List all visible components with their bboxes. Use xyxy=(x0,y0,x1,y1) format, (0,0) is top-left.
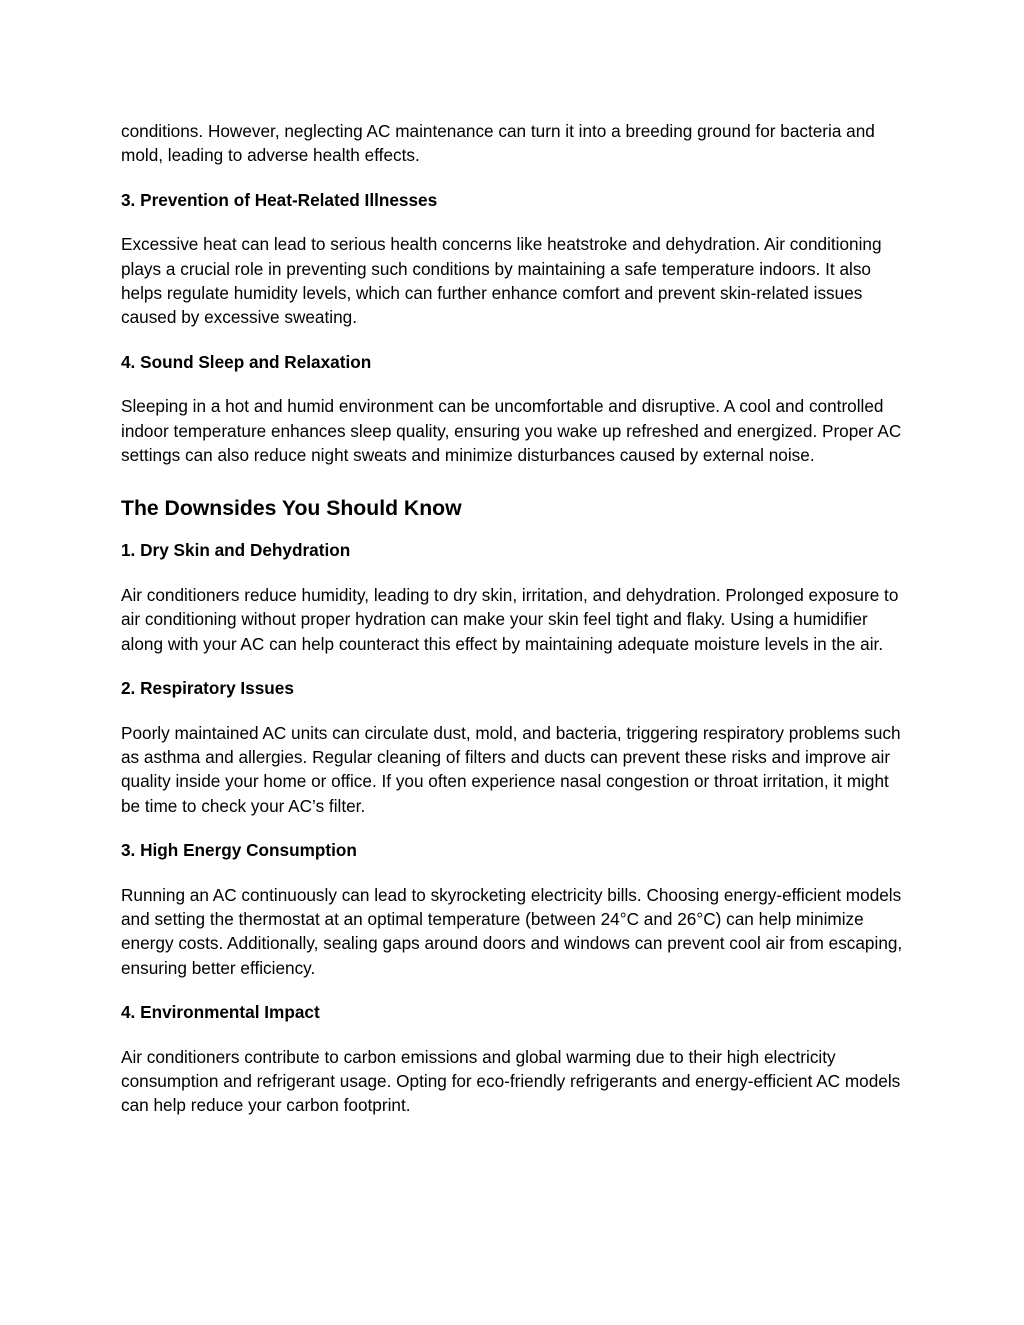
environment-heading: 4. Environmental Impact xyxy=(121,1002,320,1023)
respiratory-paragraph: Poorly maintained AC units can circulate dust, mold, and bacteria, triggering respiratory problems such as asthma and allergies. Regular cleaning of filters and ducts can prevent these risks and improve air quality inside your home or office. If you often experience nasal congestion or throat irritation, it might be time to check your AC’s filter. xyxy=(121,722,901,816)
energy-heading: 3. High Energy Consumption xyxy=(121,840,357,861)
heat-illness-paragraph: Excessive heat can lead to serious health concerns like heatstroke and dehydration. Air conditioning plays a crucial role in preventing such conditions by maintaining a safe temperature indoors. It also helps regulate humidity levels, which can further enhance comfort and prevent skin-related issues caused by excessive sweating. xyxy=(121,234,882,328)
energy-paragraph: Running an AC continuously can lead to skyrocketing electricity bills. Choosing energy-efficient models and setting the thermostat at an optimal temperature (between 24°C and 26°C) can help minimize energy costs. Additionally, sealing gaps around doors and windows can prevent cool air from escaping, ensuring better efficiency. xyxy=(121,884,903,978)
respiratory-heading: 2. Respiratory Issues xyxy=(121,678,294,699)
dry-skin-paragraph: Air conditioners reduce humidity, leading to dry skin, irritation, and dehydration. Prolonged exposure to air conditioning without proper hydration can make your skin feel tight and flaky. Using a humidifier along with your AC can help counteract this effect by maintaining adequate moisture levels in the air. xyxy=(121,584,899,654)
document-page xyxy=(121,119,911,1118)
heat-illness-heading: 3. Prevention of Heat-Related Illnesses xyxy=(121,189,438,210)
sleep-paragraph: Sleeping in a hot and humid environment can be uncomfortable and disruptive. A cool and controlled indoor temperature enhances sleep quality, ensuring you wake up refreshed and energized. Proper AC settings can also reduce night sweats and minimize disturbances caused by external noise. xyxy=(121,396,902,466)
intro-continuation-paragraph: conditions. However, neglecting AC maintenance can turn it into a breeding ground for bacteria and mold, leading to adverse health effects. xyxy=(121,121,875,166)
sleep-heading: 4. Sound Sleep and Relaxation xyxy=(121,351,372,372)
dry-skin-heading: 1. Dry Skin and Dehydration xyxy=(121,540,351,561)
environment-paragraph: Air conditioners contribute to carbon emissions and global warming due to their high electricity consumption and refrigerant usage. Opting for eco-friendly refrigerants and energy-efficient AC models can help reduce your carbon footprint. xyxy=(121,1046,901,1116)
downsides-section-title: The Downsides You Should Know xyxy=(121,497,462,521)
